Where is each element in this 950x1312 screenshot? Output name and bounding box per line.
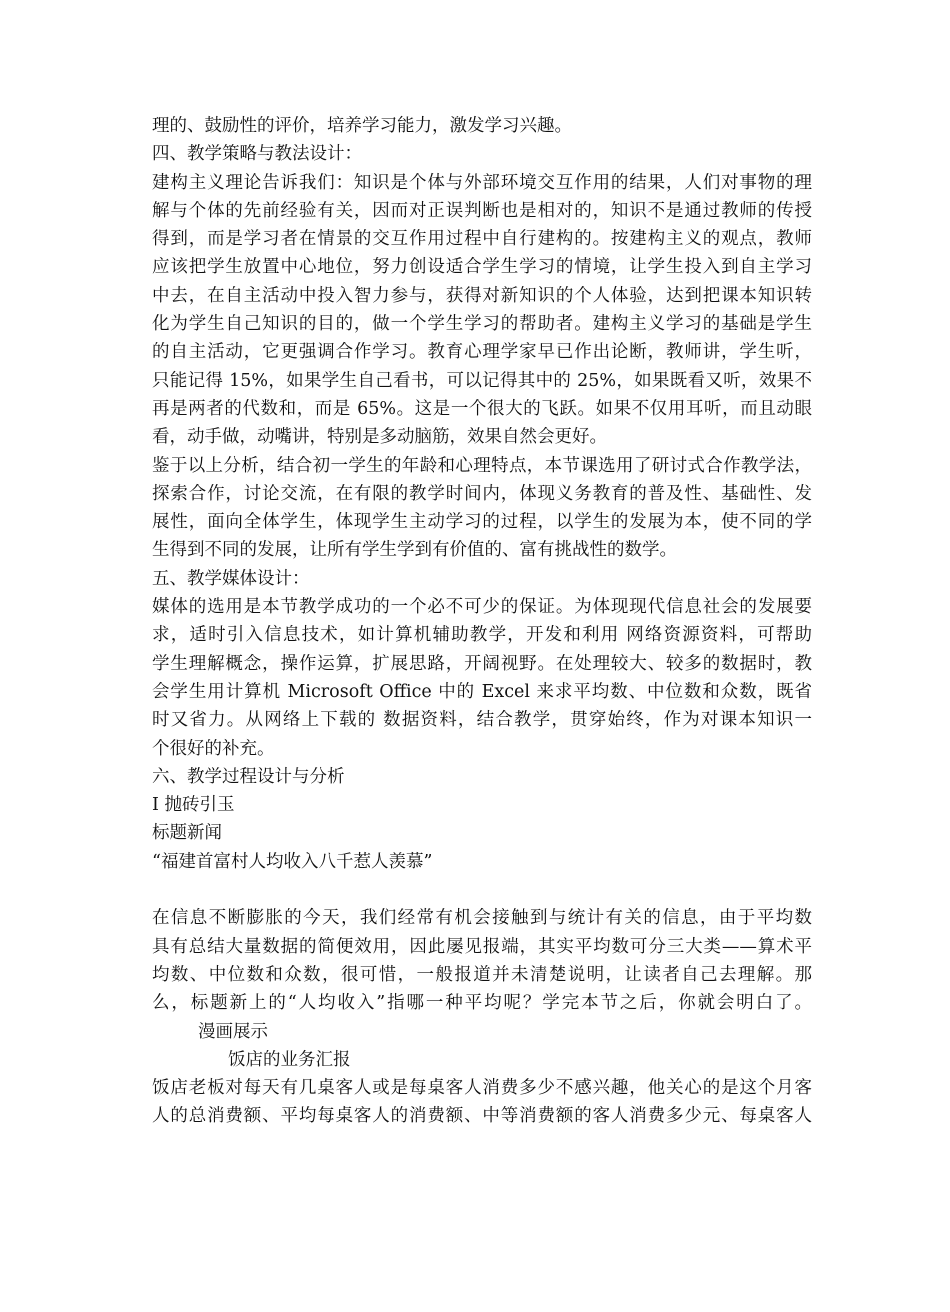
- text-line: 看，动手做，动嘴讲，特别是多动脑筋，效果自然会更好。: [152, 427, 607, 448]
- text-line: 鉴于以上分析，结合初一学生的年龄和心理特点，本节课选用了研讨式合作教学法，: [152, 455, 812, 476]
- subsection-heading: Ⅰ 抛砖引玉: [152, 795, 235, 816]
- text-line: 媒体的选用是本节教学成功的一个必不可少的保证。为体现现代信息社会的发展要: [152, 597, 812, 618]
- text-line: 探索合作，讨论交流，在有限的教学时间内，体现义务教育的普及性、基础性、发: [152, 483, 812, 504]
- blank-line: [152, 876, 812, 904]
- text-line: 展性，面向全体学生，体现学生主动学习的过程，以学生的发展为本，使不同的学: [152, 512, 812, 533]
- text-line: 只能记得 15%，如果学生自己看书，可以记得其中的 25%，如果既看又听，效果不: [152, 370, 812, 391]
- text-line: 再是两者的代数和，而是 65%。这是一个很大的飞跃。如果不仅用耳听，而且动眼: [152, 398, 812, 419]
- section-heading-strategy: 四、教学策略与教法设计：: [152, 144, 362, 165]
- text-line: 求，适时引入信息技术，如计算机辅助教学，开发和利用 网络资源资料，可帮助: [152, 625, 812, 646]
- label-headline-news: 标题新闻: [152, 823, 222, 844]
- text-line: 在信息不断膨胀的今天，我们经常有机会接触到与统计有关的信息，由于平均数: [152, 908, 812, 929]
- headline-quote: “福建首富村人均收入八千惹人羡慕”: [152, 851, 433, 872]
- text-line: 解与个体的先前经验有关，因而对正误判断也是相对的，知识不是通过教师的传授: [152, 200, 812, 221]
- label-comic-display: 漫画展示: [198, 1021, 268, 1042]
- text-line: 个很好的补充。: [152, 738, 275, 759]
- text-line: 具有总结大量数据的简便效用，因此屡见报端，其实平均数可分三大类——算术平: [152, 936, 812, 957]
- text-line: 生得到不同的发展，让所有学生学到有价值的、富有挑战性的数学。: [152, 540, 677, 561]
- text-line: 理的、鼓励性的评价，培养学习能力，激发学习兴趣。: [152, 116, 572, 136]
- document-body: [152, 112, 812, 1131]
- text-line: 应该把学生放置中心地位，努力创设适合学生学习的情境，让学生投入到自主学习: [152, 257, 812, 278]
- text-line: 均数、中位数和众数，很可惜，一般报道并未清楚说明，让读者自己去理解。那: [152, 964, 812, 985]
- section-heading-process: 六、教学过程设计与分析: [152, 766, 345, 787]
- text-line: 的自主活动，它更强调合作学习。教育心理学家早已作出论断，教师讲，学生听，: [152, 342, 812, 363]
- text-line: 饭店老板对每天有几桌客人或是每桌客人消费多少不感兴趣，他关心的是这个月客: [152, 1078, 812, 1099]
- text-line: 得到，而是学习者在情景的交互作用过程中自行建构的。按建构主义的观点，教师: [152, 229, 812, 250]
- text-line: 么，标题新上的“人均收入”指哪一种平均呢？学完本节之后，你就会明白了。: [152, 993, 812, 1014]
- text-line: 时又省力。从网络上下载的 数据资料，结合教学，贯穿始终，作为对课本知识一: [152, 710, 812, 731]
- text-line: 建构主义理论告诉我们：知识是个体与外部环境交互作用的结果，人们对事物的理: [152, 172, 812, 193]
- section-heading-media: 五、教学媒体设计：: [152, 568, 310, 589]
- text-line: 人的总消费额、平均每桌客人的消费额、中等消费额的客人消费多少元、每桌客人: [152, 1106, 812, 1127]
- comic-title: 饭店的业务汇报: [228, 1049, 351, 1070]
- text-line: 学生理解概念，操作运算，扩展思路，开阔视野。在处理较大、较多的数据时，教: [152, 653, 812, 674]
- text-line: 会学生用计算机 Microsoft Office 中的 Excel 来求平均数、中位数和众数，既省: [152, 681, 812, 702]
- text-line: 化为学生自己知识的目的，做一个学生学习的帮助者。建构主义学习的基础是学生: [152, 314, 812, 335]
- text-line: 中去，在自主活动中投入智力参与，获得对新知识的个人体验，达到把课本知识转: [152, 285, 812, 306]
